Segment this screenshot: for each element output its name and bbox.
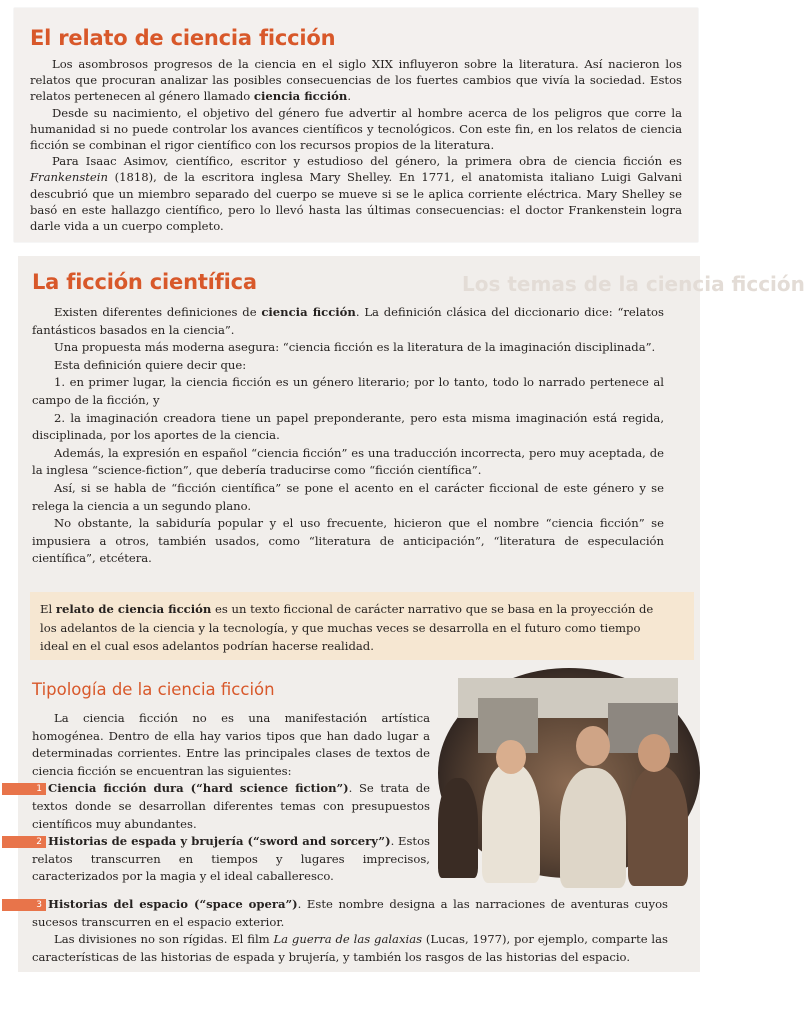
section-title-relato: El relato de ciencia ficción — [30, 26, 336, 50]
paragraph: Existen diferentes definiciones de ciencia ficción. La definición clásica del diccionario dice: “relatos fantásticos basados en la ciencia”. — [32, 305, 664, 337]
list-item: 1. en primer lugar, la ciencia ficción es un género literario; por lo tanto, todo lo narrado pertenece al campo de la ficción, y — [32, 375, 664, 407]
list-item: 2. la imaginación creadora tiene un papel preponderante, pero esta misma imaginación está regida, disciplinada, por los aportes de la ciencia. — [32, 410, 664, 443]
bleed-through-heading: Los temas de la ciencia ficción — [462, 272, 805, 296]
section-ficcion-body — [32, 304, 664, 568]
paragraph: Desde su nacimiento, el objetivo del género fue advertir al hombre acerca de los peligros que corre la humanidad si no puede controlar los avances científicos y tecnológicos. Con este fin, en los relatos de ciencia ficción se combinan el rigor científico con los recursos propios de la literatura. — [30, 105, 682, 153]
paragraph: Las divisiones no son rígidas. El film La guerra de las galaxias (Lucas, 1977), por ejemplo, comparte las características de las historias de espada y brujería, y también los rasgos de las historias del espacio. — [32, 932, 668, 964]
type-item-2: 2 Historias de espada y brujería (“sword and sorcery”). Estos relatos transcurren en tiempos y lugares imprecisos, caracterizados por la magia y el ideal caballeresco. — [32, 833, 430, 886]
paragraph: Una propuesta más moderna asegura: “ciencia ficción es la literatura de la imaginación disciplinada”. — [54, 340, 656, 355]
section-relato-body — [30, 56, 682, 234]
section-tipologia-continued — [32, 896, 668, 966]
paragraph: No obstante, la sabiduría popular y el uso frecuente, hicieron que el nombre “ciencia ficción” se impusiera a otros, también usados, como “literatura de anticipación”, “literatura de especulación científica”, etcétera. — [32, 516, 664, 566]
paragraph: La ciencia ficción no es una manifestación artística homogénea. Dentro de ella hay varios tipos que han dado lugar a determinadas corrientes. Entre las principales clases de textos de ciencia ficción se encuentran las siguientes: — [32, 711, 430, 778]
section-tipologia-body — [32, 710, 430, 886]
section-title-ficcion-cientifica: La ficción científica — [32, 270, 257, 294]
paragraph: Así, si se habla de “ficción científica” se pone el acento en el carácter ficcional de este género y se relega la ciencia a un segundo plano. — [32, 480, 664, 513]
section-title-tipologia: Tipología de la ciencia ficción — [32, 680, 275, 699]
definition-text: El relato de ciencia ficción es un texto ficcional de carácter narrativo que se basa en la proyección de los adelantos de la ciencia y la tecnología, y que muchas veces se desarrolla en el futuro como tiempo ideal en el cual esos adelantos podrían hacerse realidad. — [40, 602, 654, 653]
paragraph: Para Isaac Asimov, científico, escritor y estudioso del género, la primera obra de ciencia ficción es Frankenstein (1818), de la escritora inglesa Mary Shelley. En 1771, el anatomista italiano Luigi Galvani descubrió que un miembro separado del cuerpo se mueve si se le aplica corriente eléctrica. Mary Shelley se basó en este hallazgo científico, pero lo llevó hasta las últimas consecuencias: el doctor Frankenstein logra darle vida a un cuerpo completo. — [30, 154, 682, 234]
paragraph: Además, la expresión en español “ciencia ficción” es una traducción incorrecta, pero muy aceptada, de la inglesa “science-fiction”, que debería traducirse como “ficción científica”. — [32, 445, 664, 478]
number-tab: 3 — [2, 899, 46, 911]
film-still-photo — [438, 668, 700, 878]
paragraph: Esta definición quiere decir que: — [54, 357, 247, 372]
type-item-3: 3 Historias del espacio (“space opera”). Este nombre designa a las narraciones de aventuras cuyos sucesos transcurren en el espacio exterior. — [32, 896, 668, 931]
number-tab: 1 — [2, 783, 46, 795]
paragraph: Los asombrosos progresos de la ciencia en el siglo XIX influyeron sobre la literatura. Así nacieron los relatos que procuran analizar las posibles consecuencias de los fuertes cambios que vivía la sociedad. Estos relatos pertenecen al género llamado ciencia ficción. — [30, 57, 682, 104]
number-tab: 2 — [2, 836, 46, 848]
type-item-1: 1 Ciencia ficción dura (“hard science fiction”). Se trata de textos donde se desarrollan diferentes temas con presupuestos científicos muy abundantes. — [32, 780, 430, 833]
